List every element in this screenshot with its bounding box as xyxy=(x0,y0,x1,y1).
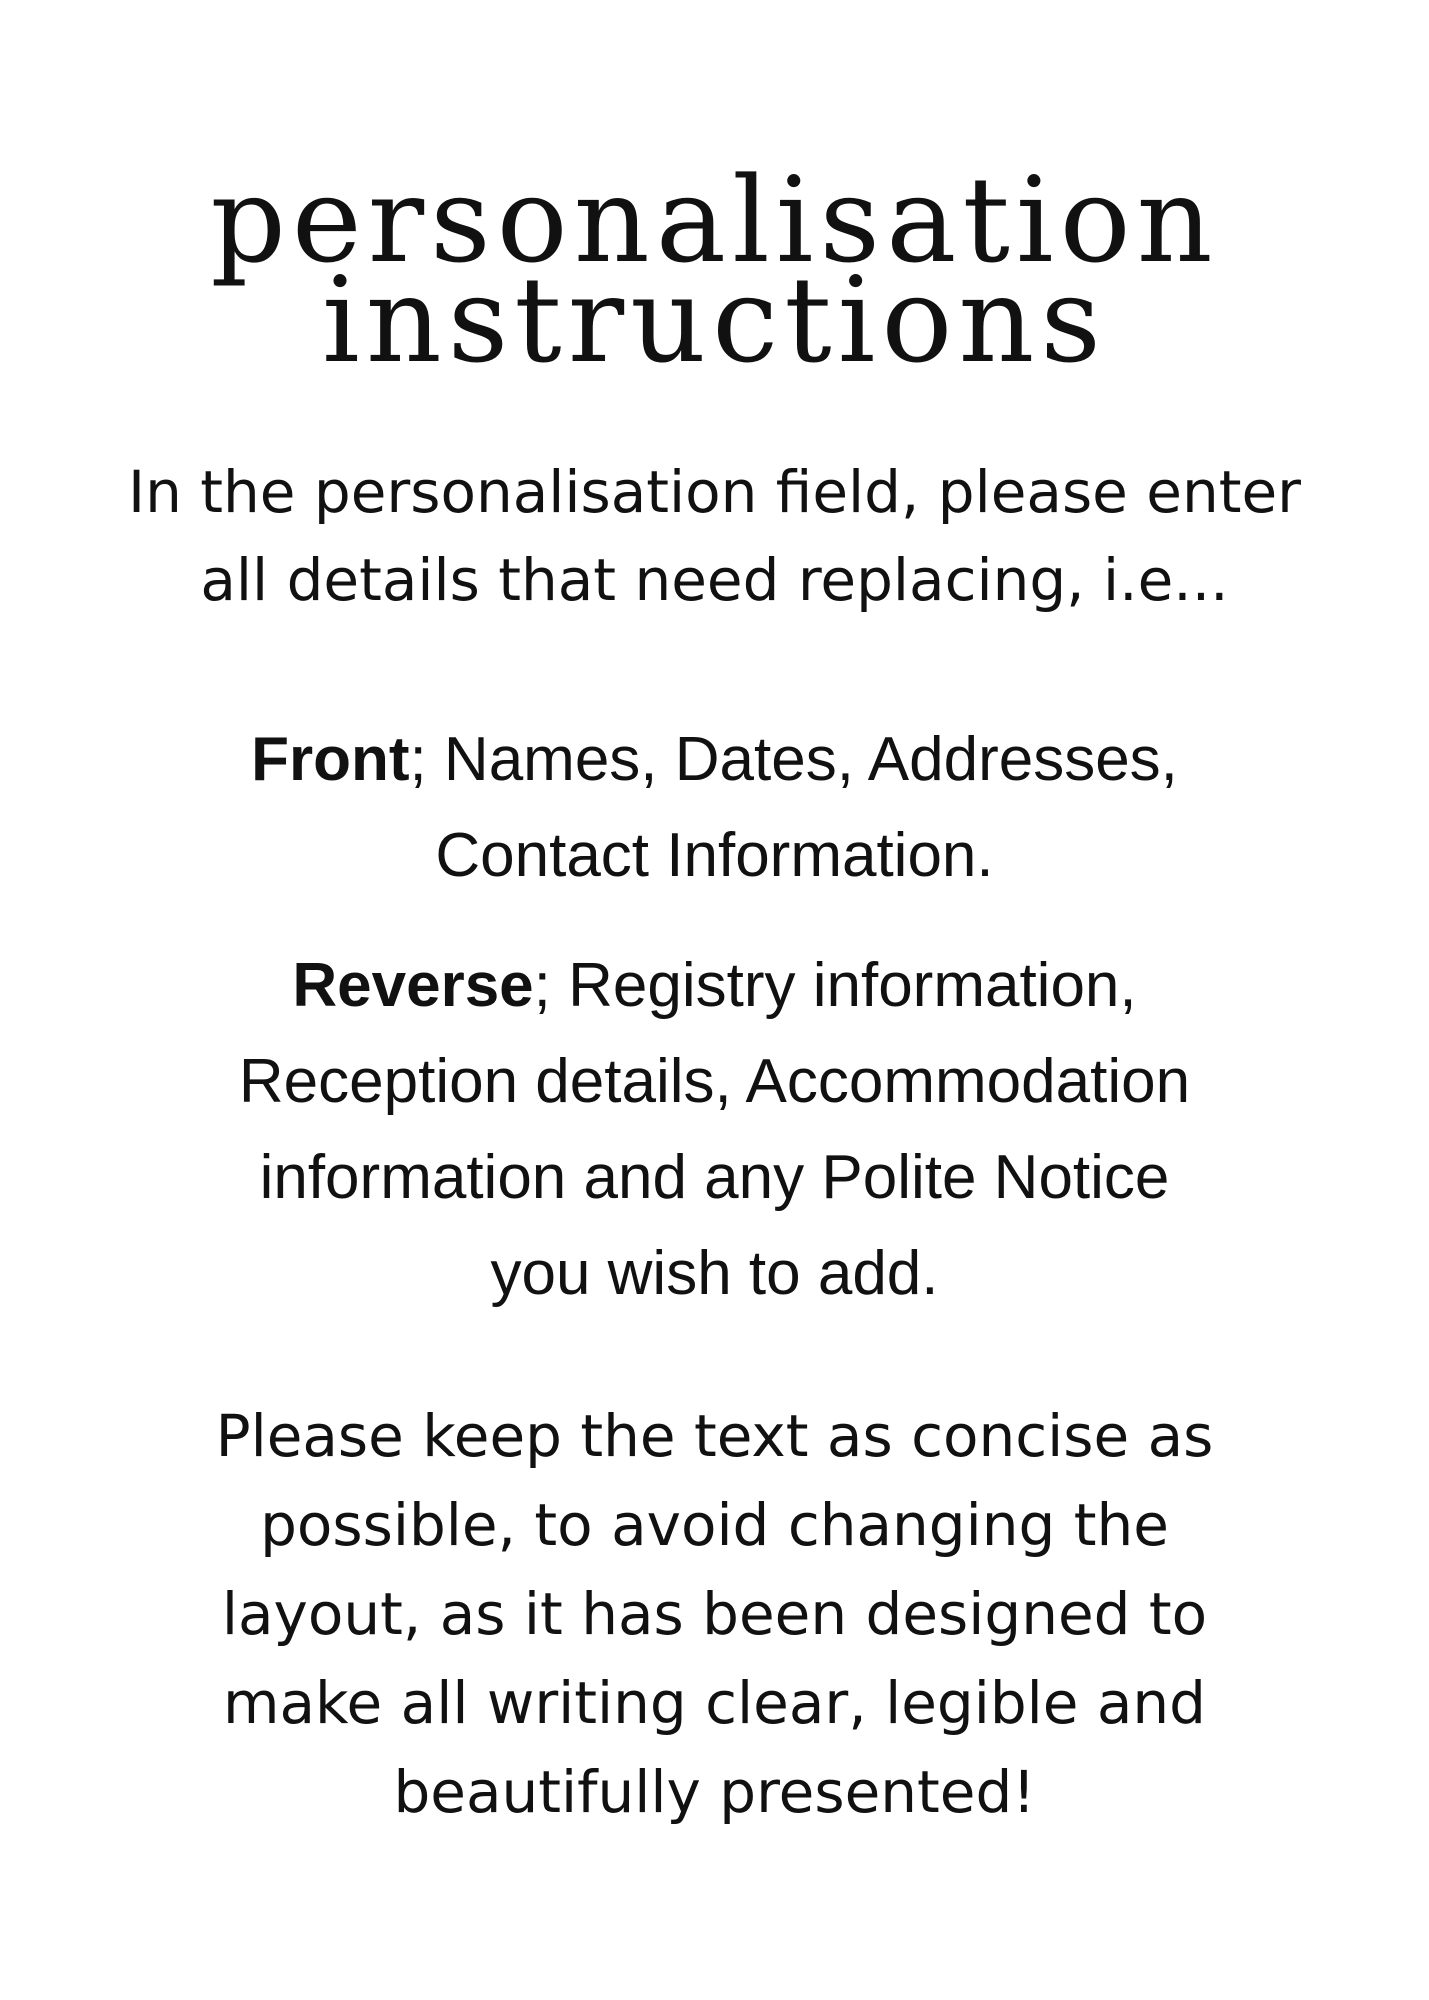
front-line-1-text: ; Names, Dates, Addresses, xyxy=(409,725,1178,794)
closing-line-1: Please keep the text as concise as xyxy=(215,1402,1214,1470)
reverse-line-1 xyxy=(0,938,1429,1034)
reverse-paragraph xyxy=(0,938,1429,1322)
closing-line-5: beautifully presented! xyxy=(393,1758,1036,1826)
front-line-1 xyxy=(0,712,1429,808)
intro-line-1: In the personalisation field, please enter xyxy=(127,458,1302,526)
front-label: Front xyxy=(251,725,410,794)
reverse-line-2: Reception details, Accommodation xyxy=(238,1047,1191,1116)
reverse-line-1-text: ; Registry information, xyxy=(533,951,1137,1020)
closing-line-3: layout, as it has been designed to xyxy=(221,1580,1208,1648)
front-line-2: Contact Information. xyxy=(435,821,994,890)
intro-line-2: all details that need replacing, i.e... xyxy=(200,546,1229,614)
front-paragraph xyxy=(0,712,1429,904)
title-line-2: instructions xyxy=(322,251,1107,389)
title-line-1: personalisation xyxy=(210,151,1219,289)
closing-paragraph xyxy=(0,1392,1429,1837)
reverse-line-3: information and any Polite Notice xyxy=(259,1143,1170,1212)
closing-line-4: make all writing clear, legible and xyxy=(223,1669,1206,1737)
reverse-line-4: you wish to add. xyxy=(490,1239,939,1308)
intro-paragraph xyxy=(0,448,1429,624)
closing-line-2: possible, to avoid changing the xyxy=(260,1491,1169,1559)
reverse-label: Reverse xyxy=(292,951,534,1020)
